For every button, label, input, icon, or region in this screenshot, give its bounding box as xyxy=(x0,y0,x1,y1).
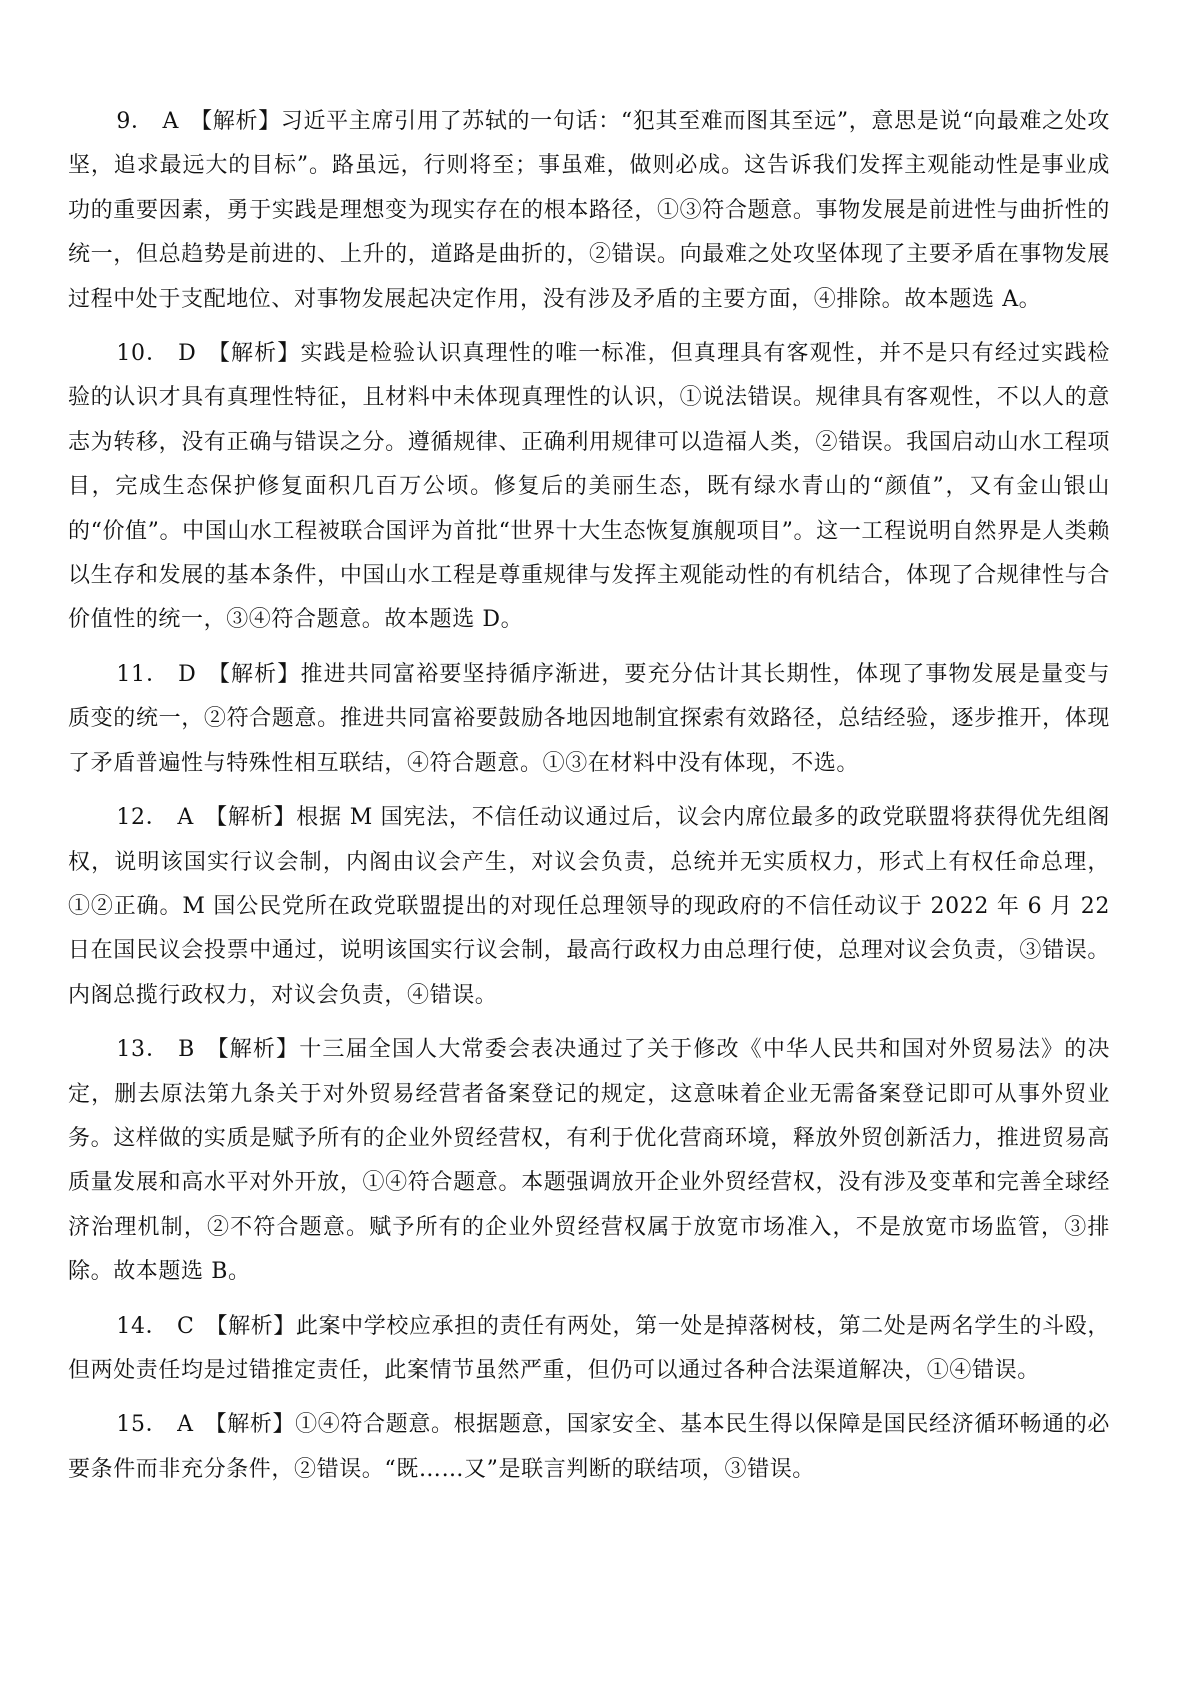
analysis-tag: 【解析】 xyxy=(204,1412,296,1438)
answer-choice: B xyxy=(178,1037,195,1063)
answer-item-13 xyxy=(68,1028,1110,1294)
answer-item-15 xyxy=(68,1403,1110,1492)
answer-item-10 xyxy=(68,332,1110,643)
question-number: 11． xyxy=(116,661,170,687)
answer-choice: A xyxy=(162,109,180,134)
answer-item-9 xyxy=(68,100,1110,322)
answer-choice: D xyxy=(178,341,197,367)
analysis-text: 推进共同富裕要坚持循序渐进，要充分估计其长期性，体现了事物发展是量变与质变的统一，②符合题意。推进共同富裕要鼓励各地因地制宜探索有效路径，总结经验，逐步推开，体现了矛盾普遍性与特殊性相互联结，④符合题意。①③在材料中没有体现，不选。 xyxy=(68,661,1111,776)
question-number: 10． xyxy=(116,341,170,367)
answer-choice: D xyxy=(178,661,197,687)
answer-item-14 xyxy=(68,1305,1110,1394)
answer-choice: C xyxy=(177,1313,195,1339)
analysis-tag: 【解析】 xyxy=(190,109,281,134)
analysis-text: ①④符合题意。根据题意，国家安全、基本民生得以保障是国民经济循环畅通的必要条件而非充分条件，②错误。“既……又”是联言判断的联结项，③错误。 xyxy=(68,1412,1111,1482)
analysis-tag: 【解析】 xyxy=(204,805,297,831)
analysis-tag: 【解析】 xyxy=(207,341,301,367)
answer-item-12 xyxy=(68,796,1110,1018)
question-number: 14． xyxy=(116,1313,169,1339)
analysis-tag: 【解析】 xyxy=(207,661,301,687)
analysis-text: 根据 M 国宪法，不信任动议通过后，议会内席位最多的政党联盟将获得优先组阁权，说明该国实行议会制，内阁由议会产生，对议会负责，总统并无实质权力，形式上有权任命总理，①②正确。M 国公民党所在政党联盟提出的对现任总理领导的现政府的不信任动议于 2022 年 6 月 22 日在国民议会投票中通过，说明该国实行议会制，最高行政权力由总理行使，总理对议会负责，③错误。内阁总揽行政权力，对议会负责，④错误。 xyxy=(68,805,1111,1008)
analysis-tag: 【解析】 xyxy=(205,1313,296,1339)
answer-choice: A xyxy=(177,805,194,831)
analysis-text: 此案中学校应承担的责任有两处，第一处是掉落树枝，第二处是两名学生的斗殴，但两处责任均是过错推定责任，此案情节虽然严重，但仍可以通过各种合法渠道解决，①④错误。 xyxy=(68,1313,1110,1383)
question-number: 9． xyxy=(116,109,154,134)
question-number: 12． xyxy=(116,805,169,831)
analysis-tag: 【解析】 xyxy=(205,1037,300,1063)
analysis-text: 习近平主席引用了苏轼的一句话：“犯其至难而图其至远”，意思是说“向最难之处攻坚，追求最远大的目标”。路虽远，行则将至；事虽难，做则必成。这告诉我们发挥主观能动性是事业成功的重要因素，勇于实践是理想变为现实存在的根本路径，①③符合题意。事物发展是前进性与曲折性的统一，但总趋势是前进的、上升的，道路是曲折的，②错误。向最难之处攻坚体现了主要矛盾在事物发展过程中处于支配地位、对事物发展起决定作用，没有涉及矛盾的主要方面，④排除。故本题选 A。 xyxy=(68,109,1110,312)
analysis-text: 实践是检验认识真理性的唯一标准，但真理具有客观性，并不是只有经过实践检验的认识才具有真理性特征，且材料中未体现真理性的认识，①说法错误。规律具有客观性，不以人的意志为转移，没有正确与错误之分。遵循规律、正确利用规律可以造福人类，②错误。我国启动山水工程项目，完成生态保护修复面积几百万公顷。修复后的美丽生态，既有绿水青山的“颜值”，又有金山银山的“价值”。中国山水工程被联合国评为首批“世界十大生态恢复旗舰项目”。这一工程说明自然界是人类赖以生存和发展的基本条件，中国山水工程是尊重规律与发挥主观能动性的有机结合，体现了合规律性与合价值性的统一，③④符合题意。故本题选 D。 xyxy=(68,341,1111,633)
question-number: 15． xyxy=(116,1412,169,1438)
analysis-text: 十三届全国人大常委会表决通过了关于修改《中华人民共和国对外贸易法》的决定，删去原法第九条关于对外贸易经营者备案登记的规定，这意味着企业无需备案登记即可从事外贸业务。这样做的实质是赋予所有的企业外贸经营权，有利于优化营商环境，释放外贸创新活力，推进贸易高质量发展和高水平对外开放，①④符合题意。本题强调放开企业外贸经营权，没有涉及变革和完善全球经济治理机制，②不符合题意。赋予所有的企业外贸经营权属于放宽市场准入，不是放宽市场监管，③排除。故本题选 B。 xyxy=(68,1037,1110,1285)
answer-choice: A xyxy=(177,1412,194,1438)
answer-item-11 xyxy=(68,653,1110,786)
question-number: 13． xyxy=(116,1037,170,1063)
